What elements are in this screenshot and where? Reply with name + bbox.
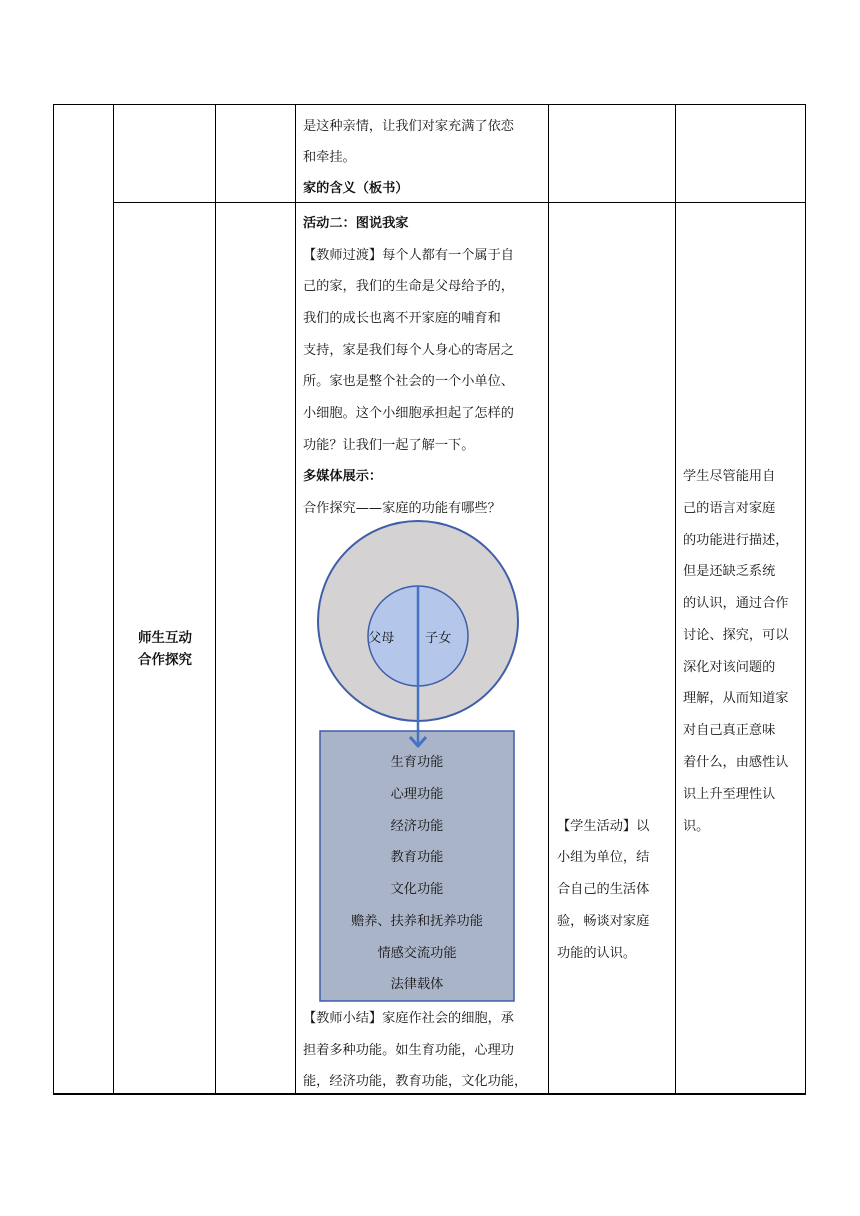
text-line: 所。家也是整个社会的一个小单位、: [303, 374, 514, 389]
student-activity-line: 小组为单位，结: [557, 850, 650, 865]
text-line: 是这种亲情，让我们对家充满了依恋: [303, 119, 514, 134]
function-item: 心理功能: [390, 787, 444, 802]
design-intent-line: 的功能进行描述，: [683, 533, 789, 548]
col-border-4: [295, 104, 296, 1094]
function-item: 生育功能: [390, 755, 444, 770]
col-border-7: [805, 104, 806, 1094]
media-label: 多媒体展示：: [303, 469, 383, 484]
col-border-2: [113, 104, 114, 1094]
text-line: 【教师过渡】每个人都有一个属于自: [303, 248, 514, 263]
design-intent-line: 己的语言对家庭: [683, 501, 776, 516]
col-border-6: [675, 104, 676, 1094]
design-intent-line: 讨论、探究，可以: [683, 628, 789, 643]
function-item: 经济功能: [390, 819, 444, 834]
student-activity-line: 功能的认识。: [557, 946, 637, 961]
design-intent-line: 深化对该问题的: [683, 660, 776, 675]
design-intent-line: 着什么，由感性认: [683, 755, 789, 770]
function-item: 法律载体: [390, 977, 444, 992]
text-line: 我们的成长也离不开家庭的哺育和: [303, 311, 501, 326]
board-heading: 家的含义（板书）: [303, 181, 409, 196]
text-line: 【教师小结】家庭作社会的细胞，承: [303, 1011, 514, 1026]
col-border-1: [53, 104, 54, 1094]
function-item: 文化功能: [390, 882, 444, 897]
function-item: 教育功能: [390, 850, 444, 865]
text-line: 小细胞。这个小细胞承担起了怎样的: [303, 406, 514, 421]
text-line: 己的家，我们的生命是父母给予的，: [303, 279, 514, 294]
student-activity-line: 合自己的生活体: [557, 882, 650, 897]
design-intent-line: 识上升至理性认: [683, 787, 776, 802]
text-line: 担着多种功能。如生育功能，心理功: [303, 1043, 514, 1058]
design-intent-line: 对自己真正意味: [683, 723, 776, 738]
design-intent-line: 识。: [683, 819, 710, 834]
section-label-line: 合作探究: [138, 652, 192, 668]
student-activity-line: 【学生活动】以: [557, 819, 650, 834]
design-intent-line: 但是还缺乏系统: [683, 564, 776, 579]
col-border-3: [215, 104, 216, 1094]
table-top-border: [53, 104, 806, 105]
section-label-line: 师生互动: [138, 630, 192, 646]
student-activity-line: 验，畅谈对家庭: [557, 914, 650, 929]
question-text: 合作探究——家庭的功能有哪些？: [303, 501, 501, 516]
col-border-5: [548, 104, 549, 1094]
parents-label: 父母: [368, 631, 395, 646]
text-line: 功能？让我们一起了解一下。: [303, 438, 475, 453]
design-intent-line: 的认识，通过合作: [683, 596, 789, 611]
text-line: 能，经济功能，教育功能，文化功能，: [303, 1074, 528, 1089]
design-intent-line: 学生尽管能用自: [683, 469, 776, 484]
activity-title: 活动二：图说我家: [303, 216, 409, 231]
function-item: 情感交流功能: [377, 946, 457, 961]
text-line: 支持，家是我们每个人身心的寄居之: [303, 343, 514, 358]
design-intent-line: 理解，从而知道家: [683, 691, 789, 706]
text-line: 和牵挂。: [303, 150, 356, 165]
section-label: [115, 627, 215, 671]
children-label: 子女: [425, 631, 452, 646]
function-item: 赡养、扶养和抚养功能: [351, 914, 483, 929]
